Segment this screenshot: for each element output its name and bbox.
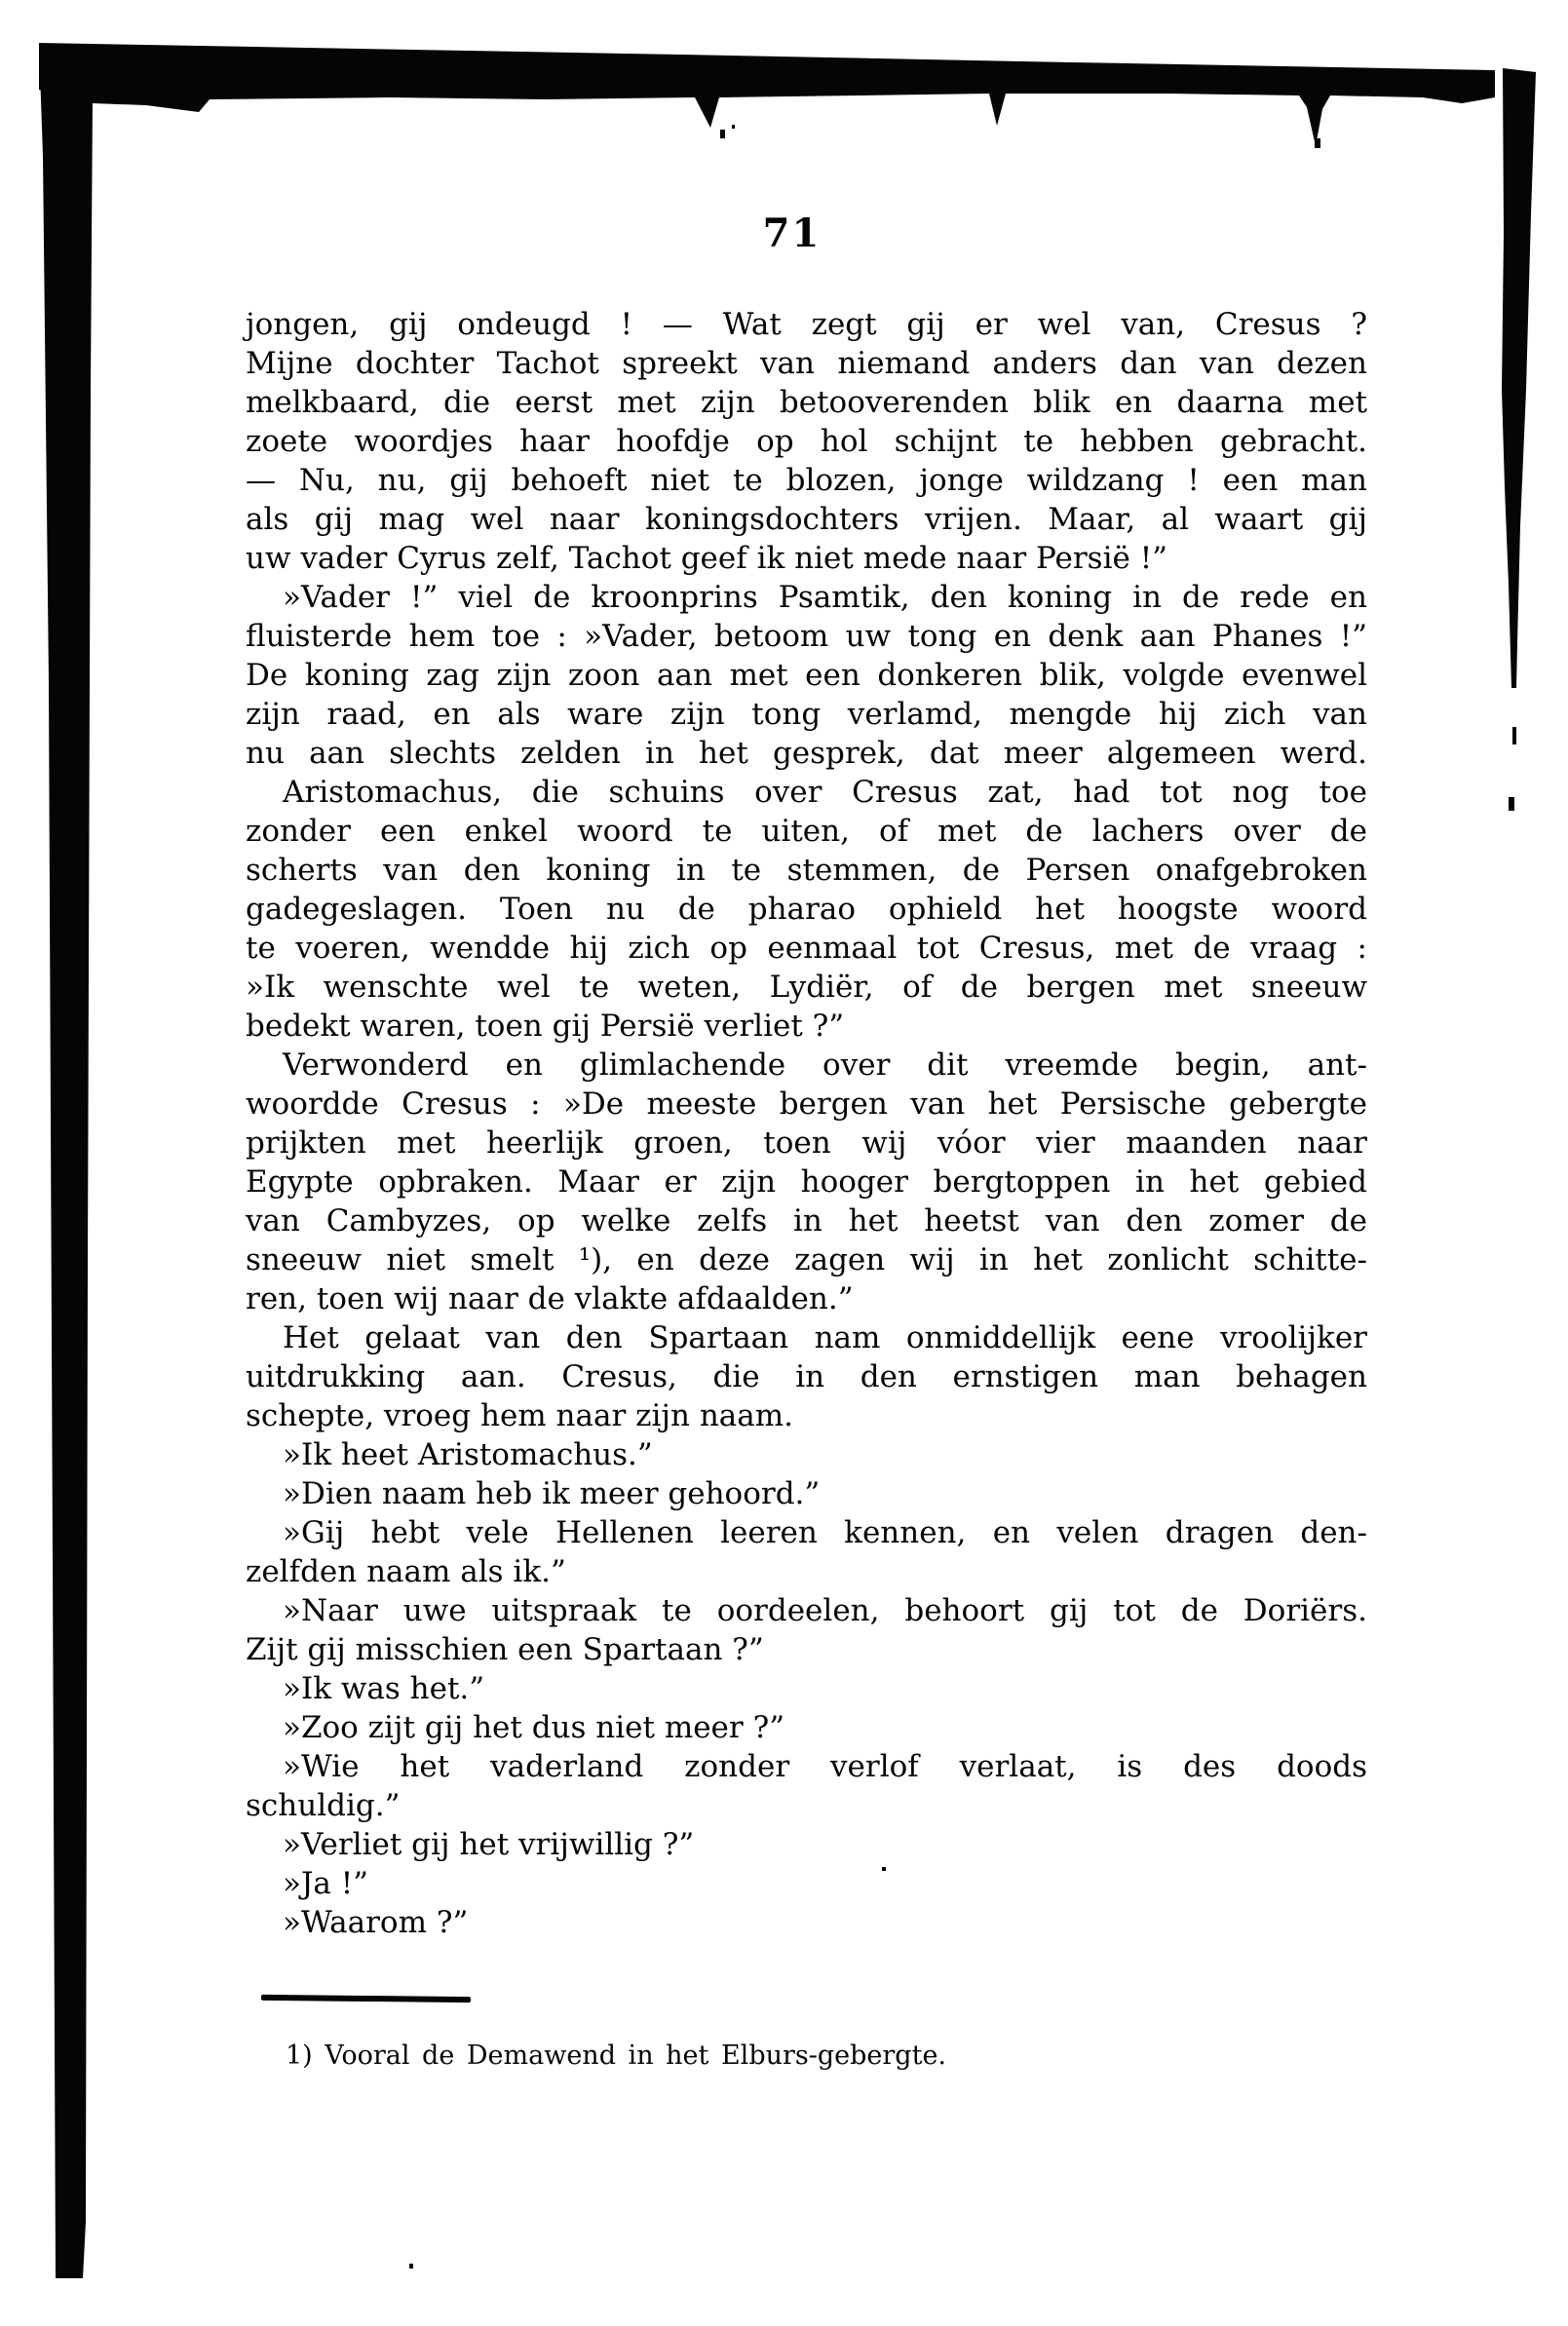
text-line: woordde Cresus : »De meeste bergen van het Persische gebergte [246, 1087, 1367, 1122]
text-line: »Zoo zijt gij het dus niet meer ?” [283, 1710, 785, 1745]
text-line: Egypte opbraken. Maar er zijn hooger bergtoppen in het gebied [246, 1164, 1367, 1200]
scan-speck [720, 130, 725, 138]
text-line: — Nu, nu, gij behoeft niet te blozen, jonge wildzang ! een man [246, 463, 1367, 498]
text-line: zelfden naam als ik.” [246, 1554, 566, 1589]
text-line: »Verliet gij het vrijwillig ?” [283, 1827, 695, 1862]
footnote-separator-rule [261, 1995, 471, 2002]
scan-right-strip [1502, 68, 1536, 688]
text-line: »Gij hebt vele Hellenen leeren kennen, en velen dragen den- [283, 1515, 1367, 1550]
text-line: melkbaard, die eerst met zijn betooverenden blik en daarna met [246, 385, 1367, 420]
text-line: fluisterde hem toe : »Vader, betoom uw tong en denk aan Phanes !” [246, 619, 1367, 654]
text-line: »Naar uwe uitspraak te oordeelen, behoort gij tot de Doriërs. [283, 1593, 1367, 1628]
page-body-text [246, 305, 1367, 1942]
text-line: uitdrukking aan. Cresus, die in den ernstigen man behagen [246, 1359, 1367, 1394]
text-line: zoete woordjes haar hoofdje op hol schijnt te hebben gebracht. [246, 424, 1367, 459]
footnote-text: 1) Vooral de Demawend in het Elburs-gebergte. [286, 2040, 946, 2071]
text-line: zonder een enkel woord te uiten, of met de lachers over de [246, 814, 1367, 849]
text-line: »Ik wenschte wel te weten, Lydiër, of de bergen met sneeuw [246, 970, 1367, 1005]
scan-speck [732, 125, 735, 129]
text-line: Het gelaat van den Spartaan nam onmiddellijk eene vroolijker [283, 1320, 1367, 1355]
page-number: 71 [762, 210, 822, 256]
text-line: prijkten met heerlijk groen, toen wij vóor vier maanden naar [246, 1125, 1367, 1161]
scan-speck [409, 2264, 413, 2269]
text-line: Verwonderd en glimlachende over dit vreemde begin, ant- [283, 1048, 1367, 1083]
text-line: »Ik was het.” [283, 1671, 485, 1706]
text-line: Aristomachus, die schuins over Cresus zat, had tot nog toe [283, 775, 1367, 810]
text-line: »Ja !” [283, 1866, 369, 1901]
scan-speck [1509, 797, 1514, 811]
text-line: nu aan slechts zelden in het gesprek, dat meer algemeen werd. [246, 736, 1367, 771]
text-line: schepte, vroeg hem naar zijn naam. [246, 1398, 793, 1433]
text-line: »Dien naam heb ik meer gehoord.” [283, 1476, 821, 1511]
text-line: De koning zag zijn zoon aan met een donkeren blik, volgde evenwel [246, 658, 1367, 693]
text-line: »Waarom ?” [283, 1905, 469, 1940]
text-line: sneeuw niet smelt ¹), en deze zagen wij in het zonlicht schitte- [246, 1242, 1367, 1277]
text-line: »Wie het vaderland zonder verlof verlaat, is des doods [283, 1749, 1367, 1784]
scan-speck [1512, 727, 1516, 744]
text-line: bedekt waren, toen gij Persië verliet ?” [246, 1009, 845, 1044]
text-line: als gij mag wel naar koningsdochters vrijen. Maar, al waart gij [246, 502, 1367, 537]
text-line: van Cambyzes, op welke zelfs in het heetst van den zomer de [246, 1203, 1367, 1239]
text-line: te voeren, wendde hij zich op eenmaal tot Cresus, met de vraag : [246, 931, 1367, 966]
text-line: »Ik heet Aristomachus.” [283, 1437, 653, 1472]
scan-speck [1315, 138, 1320, 148]
text-line: zijn raad, en als ware zijn tong verlamd, mengde hij zich van [246, 697, 1367, 732]
scan-left-strip [39, 43, 93, 2278]
text-line: gadegeslagen. Toen nu de pharao ophield het hoogste woord [246, 892, 1367, 927]
text-line: ren, toen wij naar de vlakte afdaalden.” [246, 1281, 854, 1316]
text-line: uw vader Cyrus zelf, Tachot geef ik niet mede naar Persië !” [246, 541, 1168, 576]
scan-top-band [39, 43, 1495, 146]
text-line: schuldig.” [246, 1788, 401, 1823]
text-line: Zijt gij misschien een Spartaan ?” [246, 1632, 764, 1667]
text-line: jongen, gij ondeugd ! — Wat zegt gij er wel van, Cresus ? [246, 307, 1367, 342]
text-line: »Vader !” viel de kroonprins Psamtik, den koning in de rede en [283, 580, 1367, 615]
text-line: scherts van den koning in te stemmen, de Persen onafgebroken [246, 853, 1367, 888]
text-line: Mijne dochter Tachot spreekt van niemand anders dan van dezen [246, 346, 1367, 381]
